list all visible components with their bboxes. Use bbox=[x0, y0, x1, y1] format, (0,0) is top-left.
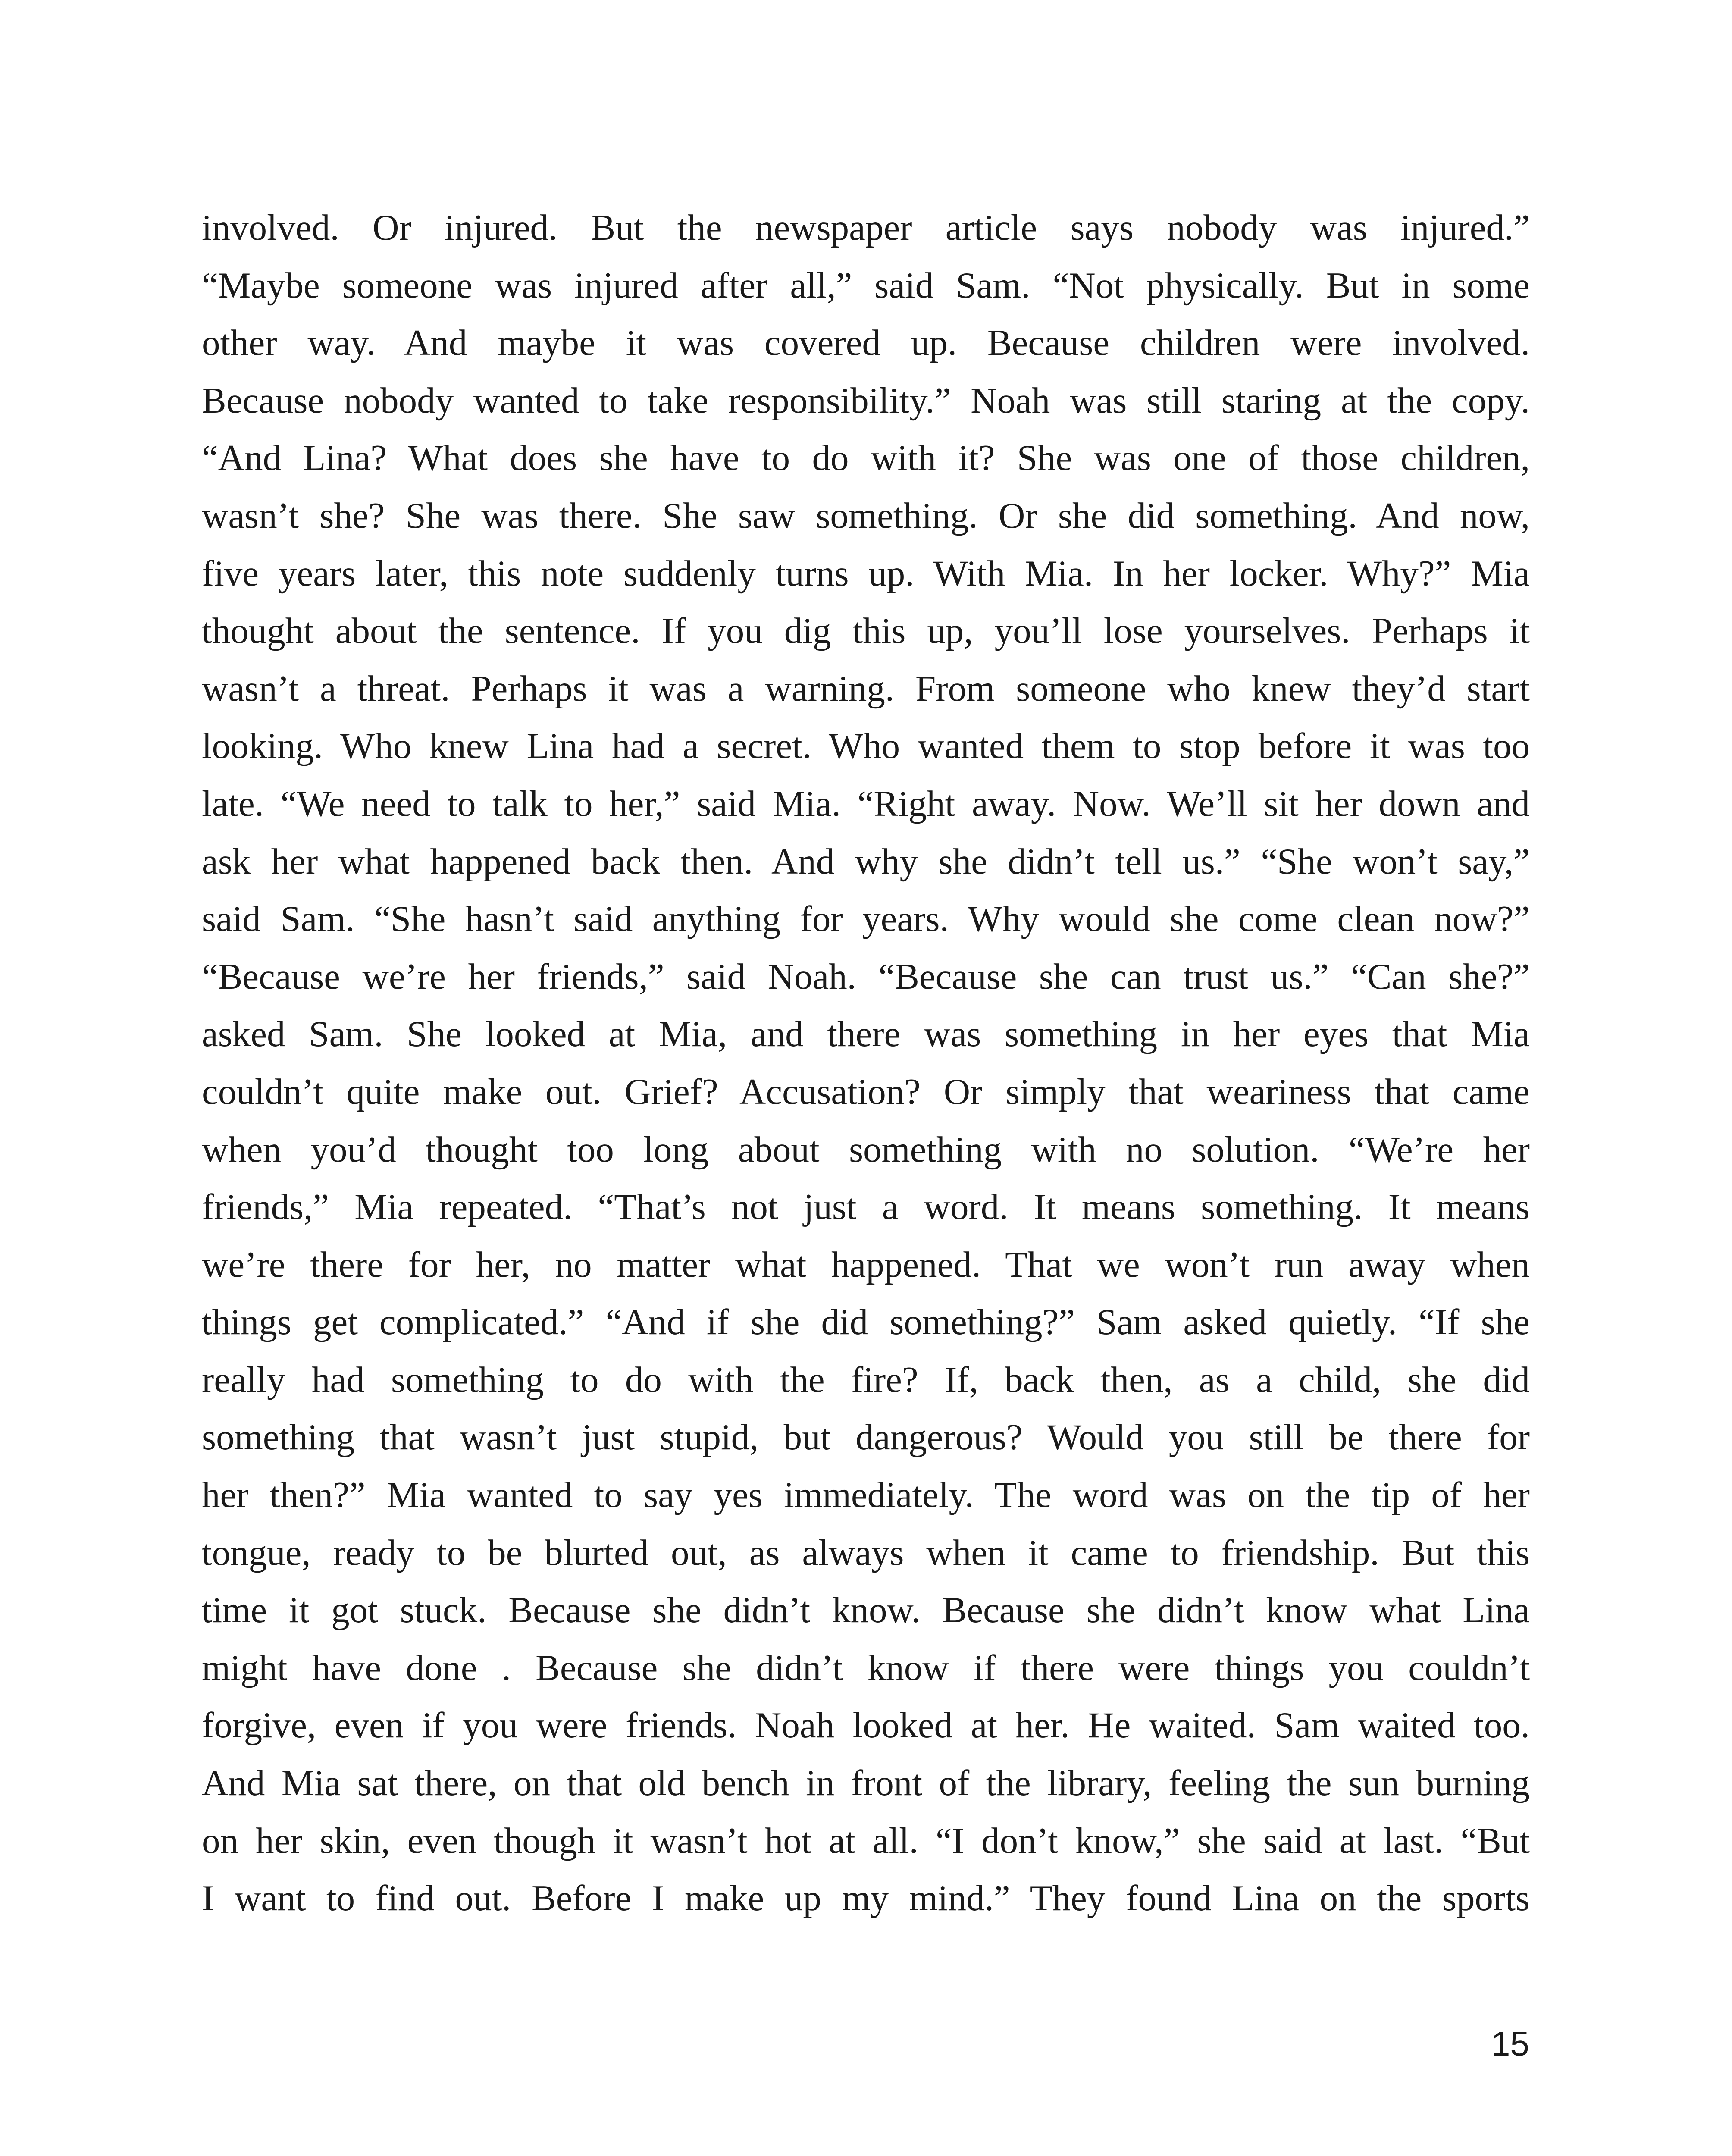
page-number: 15 bbox=[1491, 2024, 1529, 2063]
text-line: friends,” Mia repeated. “That’s not just a word. It means something. It means bbox=[202, 1187, 1530, 1228]
text-line: “Maybe someone was injured after all,” said Sam. “Not physically. But in some bbox=[202, 265, 1530, 306]
text-line: “And Lina? What does she have to do with it? She was one of those children, bbox=[202, 438, 1530, 479]
text-line: might have done . Because she didn’t know if there were things you couldn’t bbox=[202, 1647, 1530, 1688]
text-line: forgive, even if you were friends. Noah looked at her. He waited. Sam waited too. bbox=[202, 1705, 1530, 1746]
text-line: asked Sam. She looked at Mia, and there was something in her eyes that Mia bbox=[202, 1014, 1530, 1055]
text-line: late. “We need to talk to her,” said Mia. “Right away. Now. We’ll sit her down and bbox=[202, 783, 1530, 824]
body-paragraph bbox=[202, 199, 1530, 1927]
text-line: something that wasn’t just stupid, but dangerous? Would you still be there for bbox=[202, 1417, 1530, 1458]
text-line: wasn’t she? She was there. She saw something. Or she did something. And now, bbox=[202, 495, 1530, 536]
text-line: on her skin, even though it wasn’t hot at all. “I don’t know,” she said at last. “But bbox=[202, 1820, 1530, 1861]
text-line: other way. And maybe it was covered up. Because children were involved. bbox=[202, 323, 1530, 364]
text-line: really had something to do with the fire? If, back then, as a child, she did bbox=[202, 1359, 1530, 1400]
text-line: tongue, ready to be blurted out, as always when it came to friendship. But this bbox=[202, 1532, 1530, 1573]
text-line: “Because we’re her friends,” said Noah. “Because she can trust us.” “Can she?” bbox=[202, 956, 1530, 997]
text-line: when you’d thought too long about something with no solution. “We’re her bbox=[202, 1129, 1530, 1170]
text-line: Because nobody wanted to take responsibility.” Noah was still staring at the copy. bbox=[202, 380, 1530, 421]
text-line: we’re there for her, no matter what happened. That we won’t run away when bbox=[202, 1244, 1530, 1285]
text-line: involved. Or injured. But the newspaper article says nobody was injured.” bbox=[202, 207, 1530, 248]
text-line: said Sam. “She hasn’t said anything for years. Why would she come clean now?” bbox=[202, 899, 1530, 940]
text-line: thought about the sentence. If you dig this up, you’ll lose yourselves. Perhaps it bbox=[202, 611, 1530, 652]
text-line: things get complicated.” “And if she did something?” Sam asked quietly. “If she bbox=[202, 1302, 1530, 1343]
text-line: five years later, this note suddenly turns up. With Mia. In her locker. Why?” Mia bbox=[202, 553, 1530, 594]
text-line: I want to find out. Before I make up my mind.” They found Lina on the sports bbox=[202, 1878, 1530, 1919]
text-line: her then?” Mia wanted to say yes immediately. The word was on the tip of her bbox=[202, 1475, 1530, 1516]
text-line: And Mia sat there, on that old bench in front of the library, feeling the sun burning bbox=[202, 1763, 1530, 1804]
text-line: time it got stuck. Because she didn’t know. Because she didn’t know what Lina bbox=[202, 1590, 1530, 1631]
text-line: couldn’t quite make out. Grief? Accusation? Or simply that weariness that came bbox=[202, 1071, 1530, 1112]
text-line: ask her what happened back then. And why she didn’t tell us.” “She won’t say,” bbox=[202, 841, 1530, 882]
text-line: wasn’t a threat. Perhaps it was a warning. From someone who knew they’d start bbox=[202, 668, 1530, 709]
text-line: looking. Who knew Lina had a secret. Who wanted them to stop before it was too bbox=[202, 726, 1530, 767]
